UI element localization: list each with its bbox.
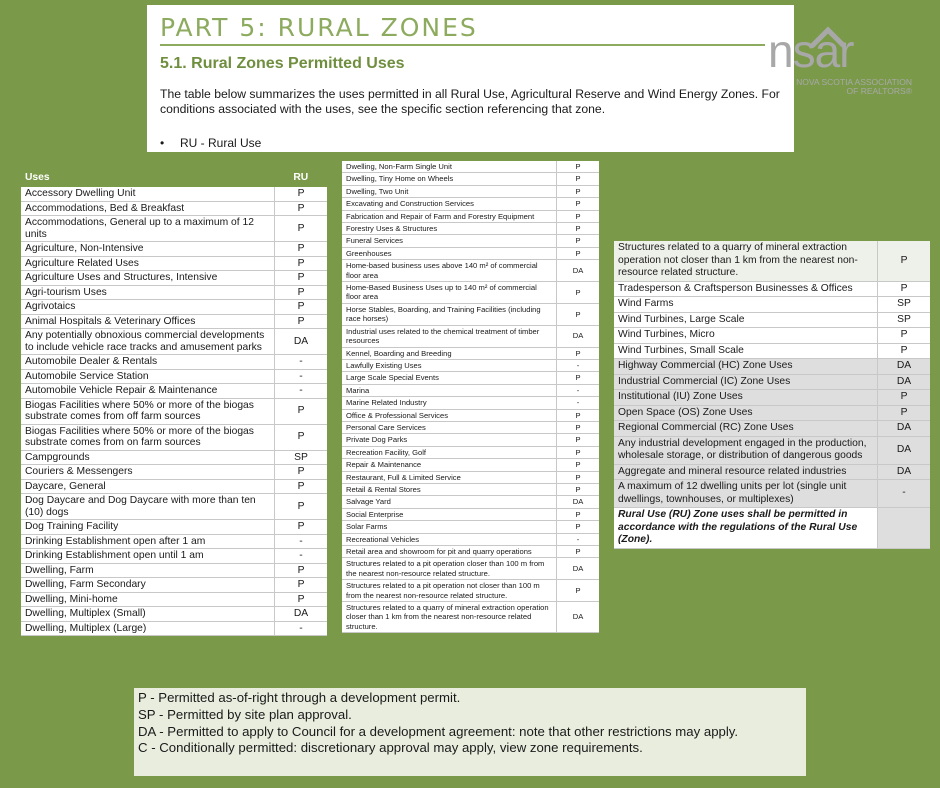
permission-code-cell: P [557, 446, 600, 458]
permission-code-cell: P [878, 390, 931, 406]
uses-table-right [614, 241, 930, 549]
table-row [342, 303, 599, 325]
use-name-cell: Dwelling, Non-Farm Single Unit [342, 161, 557, 173]
permission-code-cell: DA [557, 558, 600, 580]
table-row [614, 508, 930, 549]
zone-bullet [160, 136, 261, 150]
use-name-cell: Wind Farms [614, 297, 878, 313]
permission-code-cell: P [275, 578, 328, 593]
legend-sp: SP - Permitted by site plan approval. [138, 706, 352, 722]
use-name-cell: Aggregate and mineral resource related industries [614, 464, 878, 480]
permission-code-cell: SP [878, 297, 931, 313]
permission-code-cell: P [275, 256, 328, 271]
permission-code-cell: DA [878, 359, 931, 375]
use-name-cell: Automobile Service Station [21, 369, 275, 384]
table-row [21, 578, 327, 593]
table-row [342, 384, 599, 396]
permission-code-cell: P [275, 479, 328, 494]
use-name-cell: Biogas Facilities where 50% or more of the biogas substrate comes from off farm sources [21, 398, 275, 424]
permission-code-cell: P [275, 271, 328, 286]
permission-code-cell: P [557, 223, 600, 235]
table-row [342, 496, 599, 508]
permission-code-cell: DA [878, 421, 931, 437]
table-row [21, 398, 327, 424]
use-name-cell: Animal Hospitals & Veterinary Offices [21, 314, 275, 329]
permission-code-cell: - [557, 359, 600, 371]
permission-code-cell: P [275, 216, 328, 242]
uses-table-left [21, 169, 327, 636]
use-name-cell: A maximum of 12 dwelling units per lot (single unit dwellings, townhouses, or multiplexes) [614, 480, 878, 508]
table-row [342, 260, 599, 282]
use-name-cell: Agriculture Uses and Structures, Intensive [21, 271, 275, 286]
legend-da: DA - Permitted to apply to Council for a development agreement: note that other restrictions may apply. [138, 723, 739, 739]
table-row [342, 161, 599, 173]
use-name-cell: Funeral Services [342, 235, 557, 247]
permission-code-cell: DA [275, 607, 328, 622]
table-row [21, 424, 327, 450]
use-name-cell: Wind Turbines, Small Scale [614, 343, 878, 359]
table-row [21, 494, 327, 520]
use-name-cell: Highway Commercial (HC) Zone Uses [614, 359, 878, 375]
use-name-cell: Recreation Facility, Golf [342, 446, 557, 458]
permission-code-cell: P [557, 347, 600, 359]
table-row [342, 546, 599, 558]
table-row [614, 464, 930, 480]
table-row [614, 374, 930, 390]
use-name-cell: Automobile Vehicle Repair & Maintenance [21, 384, 275, 399]
table-row [342, 409, 599, 421]
permission-code-cell: P [878, 281, 931, 297]
permission-code-cell: SP [878, 312, 931, 328]
permission-code-cell: P [275, 242, 328, 257]
use-name-cell: Home-based business uses above 140 m² of commercial floor area [342, 260, 557, 282]
table-row [614, 359, 930, 375]
table-row [21, 201, 327, 216]
permission-code-cell: P [557, 303, 600, 325]
permission-code-cell: P [557, 508, 600, 520]
table-row [21, 592, 327, 607]
table-row [614, 390, 930, 406]
uses-table-middle [342, 161, 599, 633]
use-name-cell: Couriers & Messengers [21, 465, 275, 480]
use-name-cell: Wind Turbines, Large Scale [614, 312, 878, 328]
use-name-cell: Automobile Dealer & Rentals [21, 355, 275, 370]
table-row [21, 621, 327, 636]
table-row [342, 372, 599, 384]
use-name-cell: Agrivotaics [21, 300, 275, 315]
table-row [342, 173, 599, 185]
table-row [342, 198, 599, 210]
use-name-cell: Lawfully Existing Uses [342, 359, 557, 371]
table-row [21, 355, 327, 370]
permission-code-cell: DA [275, 329, 328, 355]
permission-code-cell: - [878, 480, 931, 508]
permission-code-cell: P [275, 465, 328, 480]
table-row [614, 480, 930, 508]
legend-c: C - Conditionally permitted: discretionary approval may apply, view zone requirements. [138, 740, 643, 756]
use-name-cell: Dwelling, Farm [21, 563, 275, 578]
table-row [342, 533, 599, 545]
use-name-cell: Private Dog Parks [342, 434, 557, 446]
table-row [342, 558, 599, 580]
use-name-cell: Industrial uses related to the chemical treatment of timber resources [342, 325, 557, 347]
use-name-cell: Forestry Uses & Structures [342, 223, 557, 235]
table-row [342, 397, 599, 409]
use-name-cell: Accommodations, General up to a maximum of 12 units [21, 216, 275, 242]
permission-code-cell: P [275, 398, 328, 424]
use-name-cell: Accessory Dwelling Unit [21, 187, 275, 201]
permission-code-cell: P [878, 241, 931, 281]
table-row [21, 271, 327, 286]
table-row [342, 602, 599, 633]
table-row [21, 329, 327, 355]
zone-bullet-label: RU - Rural Use [180, 136, 262, 150]
permission-code-cell: P [878, 405, 931, 421]
use-name-cell: Any potentially obnoxious commercial developments to include vehicle race tracks and amusement parks [21, 329, 275, 355]
permission-code-cell: P [557, 483, 600, 495]
use-name-cell: Social Enterprise [342, 508, 557, 520]
permission-code-cell: P [557, 282, 600, 304]
permission-code-cell: P [275, 187, 328, 201]
permission-code-cell: P [557, 546, 600, 558]
permission-code-cell: P [275, 300, 328, 315]
table-row [342, 359, 599, 371]
permission-code-cell: DA [557, 496, 600, 508]
permission-code-cell: P [275, 563, 328, 578]
table-header-row [21, 169, 327, 187]
permission-code-cell: P [557, 161, 600, 173]
use-name-cell: Agriculture, Non-Intensive [21, 242, 275, 257]
use-name-cell: Dog Training Facility [21, 520, 275, 535]
table-row [21, 384, 327, 399]
permission-code-cell: P [557, 521, 600, 533]
use-name-cell: Dwelling, Mini-home [21, 592, 275, 607]
use-name-cell: Biogas Facilities where 50% or more of the biogas substrate comes from on farm sources [21, 424, 275, 450]
table-row [342, 521, 599, 533]
nsar-logo [768, 26, 916, 98]
permission-code-cell: - [275, 549, 328, 564]
column-header-ru: RU [275, 169, 328, 187]
table-row [342, 580, 599, 602]
use-name-cell: Dwelling, Farm Secondary [21, 578, 275, 593]
table-row [342, 347, 599, 359]
permission-code-cell: P [557, 471, 600, 483]
use-name-cell: Large Scale Special Events [342, 372, 557, 384]
house-roof-icon [808, 26, 848, 48]
use-name-cell: Office & Professional Services [342, 409, 557, 421]
use-name-cell: Agriculture Related Uses [21, 256, 275, 271]
table-row [342, 421, 599, 433]
table-row [21, 242, 327, 257]
permission-code-cell: - [557, 397, 600, 409]
use-name-cell: Horse Stables, Boarding, and Training Facilities (including race horses) [342, 303, 557, 325]
table-row [21, 534, 327, 549]
table-row [21, 450, 327, 465]
part-title: PART 5: RURAL ZONES [160, 13, 478, 42]
use-name-cell: Drinking Establishment open until 1 am [21, 549, 275, 564]
permission-code-cell: P [557, 409, 600, 421]
table-row [342, 459, 599, 471]
permission-code-cell: DA [557, 325, 600, 347]
table-row [21, 187, 327, 201]
table-row [342, 235, 599, 247]
table-row [21, 285, 327, 300]
table-row [614, 405, 930, 421]
permission-code-cell: DA [878, 374, 931, 390]
table-row [614, 281, 930, 297]
use-name-cell: Drinking Establishment open after 1 am [21, 534, 275, 549]
table-row [614, 312, 930, 328]
permission-legend [134, 688, 806, 776]
use-name-cell: Structures related to a quarry of mineral extraction operation not closer than 1 km from the nearest non-resource related structure. [614, 241, 878, 281]
table-row [342, 471, 599, 483]
table-row [342, 282, 599, 304]
use-name-cell: Rural Use (RU) Zone uses shall be permitted in accordance with the regulations of the Rural Use (Zone). [614, 508, 878, 549]
table-row [21, 216, 327, 242]
use-name-cell: Institutional (IU) Zone Uses [614, 390, 878, 406]
permission-code-cell: P [275, 494, 328, 520]
use-name-cell: Dwelling, Multiplex (Large) [21, 621, 275, 636]
use-name-cell: Industrial Commercial (IC) Zone Uses [614, 374, 878, 390]
title-divider [160, 44, 765, 46]
use-name-cell: Tradesperson & Craftsperson Businesses & Offices [614, 281, 878, 297]
permission-code-cell: DA [557, 602, 600, 633]
use-name-cell: Wind Turbines, Micro [614, 328, 878, 344]
use-name-cell: Structures related to a quarry of mineral extraction operation closer than 1 km from the nearest non-resource related structure. [342, 602, 557, 633]
table-row [342, 210, 599, 222]
permission-code-cell: P [557, 580, 600, 602]
use-name-cell: Kennel, Boarding and Breeding [342, 347, 557, 359]
table-row [21, 256, 327, 271]
use-name-cell: Solar Farms [342, 521, 557, 533]
use-name-cell: Dog Daycare and Dog Daycare with more than ten (10) dogs [21, 494, 275, 520]
permission-code-cell: - [557, 384, 600, 396]
table-row [21, 465, 327, 480]
use-name-cell: Repair & Maintenance [342, 459, 557, 471]
use-name-cell: Dwelling, Multiplex (Small) [21, 607, 275, 622]
use-name-cell: Marine Related Industry [342, 397, 557, 409]
table-row [342, 483, 599, 495]
permission-code-cell: DA [557, 260, 600, 282]
table-row [342, 247, 599, 259]
table-row [614, 241, 930, 281]
logo-subtitle-line1: NOVA SCOTIA ASSOCIATION [796, 77, 912, 87]
permission-code-cell: - [275, 384, 328, 399]
table-row [614, 421, 930, 437]
use-name-cell: Agri-tourism Uses [21, 285, 275, 300]
permission-code-cell: - [275, 355, 328, 370]
section-title: 5.1. Rural Zones Permitted Uses [160, 55, 405, 72]
permission-code-cell: P [275, 592, 328, 607]
column-header-uses: Uses [21, 169, 275, 187]
table-row [614, 436, 930, 464]
table-row [342, 325, 599, 347]
table-row [614, 328, 930, 344]
use-name-cell: Greenhouses [342, 247, 557, 259]
logo-subtitle [782, 78, 912, 96]
permission-code-cell: P [275, 424, 328, 450]
permission-code-cell: - [275, 369, 328, 384]
permission-code-cell: P [557, 434, 600, 446]
use-name-cell: Campgrounds [21, 450, 275, 465]
table-row [21, 479, 327, 494]
table-row [21, 314, 327, 329]
use-name-cell: Any industrial development engaged in the production, wholesale storage, or distribution of dangerous goods [614, 436, 878, 464]
table-row [342, 446, 599, 458]
use-name-cell: Daycare, General [21, 479, 275, 494]
use-name-cell: Restaurant, Full & Limited Service [342, 471, 557, 483]
use-name-cell: Marina [342, 384, 557, 396]
permission-code-cell: P [557, 210, 600, 222]
permission-code-cell: P [878, 343, 931, 359]
table-row [21, 300, 327, 315]
permission-code-cell: P [557, 185, 600, 197]
table-row [342, 508, 599, 520]
use-name-cell: Retail & Rental Stores [342, 483, 557, 495]
table-row [21, 549, 327, 564]
use-name-cell: Accommodations, Bed & Breakfast [21, 201, 275, 216]
permission-code-cell: P [275, 520, 328, 535]
permission-code-cell [878, 508, 931, 549]
use-name-cell: Structures related to a pit operation not closer than 100 m from the nearest non-resource related structure. [342, 580, 557, 602]
table-row [342, 185, 599, 197]
use-name-cell: Fabrication and Repair of Farm and Forestry Equipment [342, 210, 557, 222]
permission-code-cell: P [275, 201, 328, 216]
use-name-cell: Excavating and Construction Services [342, 198, 557, 210]
permission-code-cell: P [557, 173, 600, 185]
table-row [21, 369, 327, 384]
permission-code-cell: P [557, 459, 600, 471]
use-name-cell: Home-Based Business Uses up to 140 m² of commercial floor area [342, 282, 557, 304]
use-name-cell: Structures related to a pit operation closer than 100 m from the nearest non-resource related structure. [342, 558, 557, 580]
use-name-cell: Salvage Yard [342, 496, 557, 508]
permission-code-cell: P [557, 235, 600, 247]
table-row [342, 223, 599, 235]
table-row [21, 520, 327, 535]
use-name-cell: Personal Care Services [342, 421, 557, 433]
table-row [21, 563, 327, 578]
logo-wordmark: nsar [768, 25, 854, 77]
permission-code-cell: P [275, 285, 328, 300]
use-name-cell: Dwelling, Tiny Home on Wheels [342, 173, 557, 185]
use-name-cell: Open Space (OS) Zone Uses [614, 405, 878, 421]
table-row [342, 434, 599, 446]
bullet-icon: • [160, 136, 165, 150]
permission-code-cell: P [275, 314, 328, 329]
permission-code-cell: P [557, 198, 600, 210]
header-panel [147, 5, 794, 152]
permission-code-cell: P [878, 328, 931, 344]
table-row [614, 297, 930, 313]
logo-subtitle-line2: OF REALTORS® [846, 86, 912, 96]
use-name-cell: Regional Commercial (RC) Zone Uses [614, 421, 878, 437]
permission-code-cell: SP [275, 450, 328, 465]
permission-code-cell: P [557, 372, 600, 384]
table-row [21, 607, 327, 622]
permission-code-cell: - [557, 533, 600, 545]
permission-code-cell: - [275, 534, 328, 549]
use-name-cell: Recreational Vehicles [342, 533, 557, 545]
permission-code-cell: DA [878, 464, 931, 480]
intro-paragraph: The table below summarizes the uses permitted in all Rural Use, Agricultural Reserve and Wind Energy Zones. For conditions associated with the uses, see the specific section referencing that zone. [160, 87, 780, 116]
table-row [614, 343, 930, 359]
use-name-cell: Retail area and showroom for pit and quarry operations [342, 546, 557, 558]
legend-p: P - Permitted as-of-right through a development permit. [138, 690, 461, 705]
permission-code-cell: - [275, 621, 328, 636]
permission-code-cell: P [557, 247, 600, 259]
permission-code-cell: DA [878, 436, 931, 464]
permission-code-cell: P [557, 421, 600, 433]
use-name-cell: Dwelling, Two Unit [342, 185, 557, 197]
